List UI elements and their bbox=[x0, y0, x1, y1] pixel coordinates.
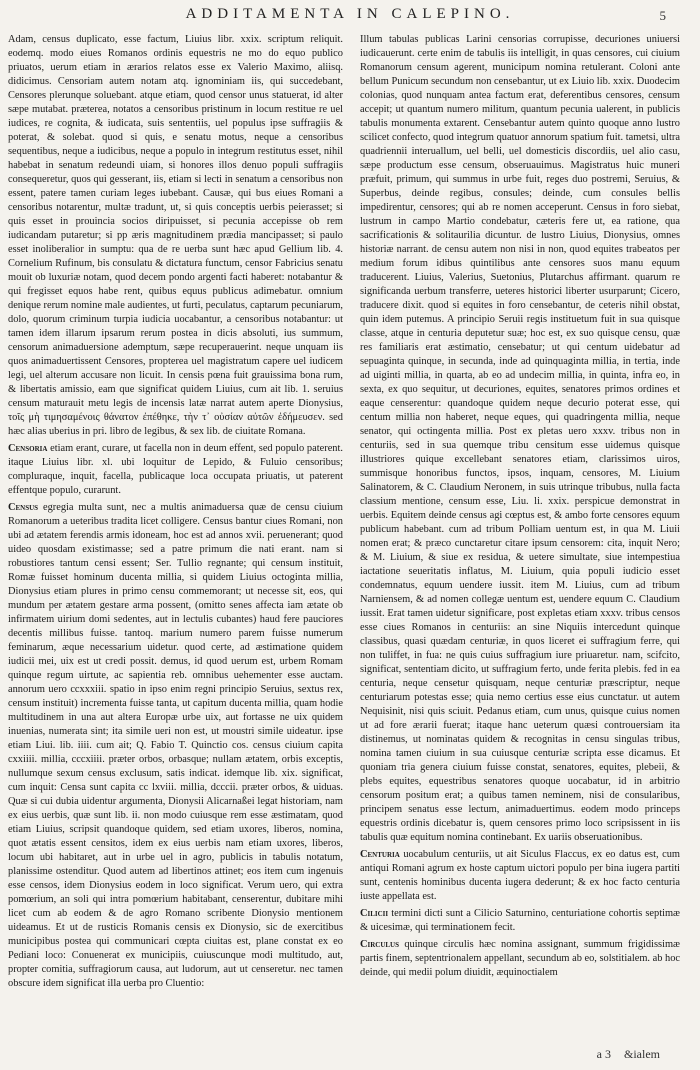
entry-headword: Census bbox=[8, 502, 39, 513]
entry-headword: Censoria bbox=[8, 443, 48, 454]
catchword: &ialem bbox=[624, 1047, 660, 1061]
paragraph-text: quinque circulis hæc nomina assignant, summum frigidissimæ partis finem, septentrionalem appellant, secundum ab eo, solstitialem. ab hoc deinde, qui medii polum diuidit, æquinoctialem bbox=[360, 939, 680, 978]
entry-headword: Centuria bbox=[360, 849, 400, 860]
paragraph bbox=[8, 501, 343, 991]
paragraph bbox=[360, 33, 680, 845]
running-title: ADDITAMENTA IN CALEPINO. bbox=[185, 6, 515, 22]
paragraph bbox=[360, 938, 680, 980]
paragraph bbox=[8, 442, 343, 498]
paragraph-text: etiam erant, curare, ut facella non in deum effent, sed populo paterent. itaque Liuius libr. xl. ubi loquitur de Lepido, & Fuluio censoribus; compluraque, inquit, facella, publicaque loca occupata priuatis, ut paterent effentque populo, curarunt. bbox=[8, 443, 343, 496]
paragraph bbox=[360, 907, 680, 935]
paragraph-text: Illum tabulas publicas Larini censorias corrupisse, decuriones uniuersi iudicauerunt. certe enim de tabulis iis intelligit, in quas censores, cui ciuium Romanorum censum agerent, municipum nomina retulerant. Coloni ante bellum Punicum secundum non censebantur, ut ex Liuio lib. xxix. Duodecim colonias, quod nunquam antea factum erat, deferentibus censores, censum accepit; ut quantum numero militum, quantum pecunia ualerent, in publicis tabulis monumenta extarent. Censebantur autem quinto quoque anno lustro scilicet confecto, quod integrum quatuor annorum spatium fuit. tametsi, ultra quadriennii interuallum, uel belli, uel domesticis discordiis, uel alio casu, sæpe productum esse censum, obseruauimus. Magistratus huic muneri præfuit, primum, qui summus in urbe fuit, reges duo postremi, Seruius, & Superbus, deinde regibus, consules; deinde, cum consules bellis impedirentur, censores; qui ab re nomen acceperunt. Census in foro siebat, lustrum in campo Martio condebatur, cæteris fere ut, ea ratione, qua sacrificationis & solitaurilia dicuntur. de lustro Liuius, Dionysius, omnes historiæ narrant. de censu autem non nisi in non, quod equites trabeatos per medium forum idibus quintilibus ante censores suos manu equum traducerent. Liuius, Valerius, Suetonius, Plutarchus affirmant. quarum re significanda uerbum transferre, ueteres historici liberter usurparunt; Cicero, traducere dixit. quod si equites in foro censebantur, de ceteris nihil obstat, quin idem putemus. A principio Seruii regis instituetum fuit in sua quisque classe, atque in centuria deputetur suæ; hoc est, ex suo quisque censu, quæ res familiaris erat æstimatio, censebatur; ut qui centum uidebatur ad sepuaginta quinque, in secunda, inde ad quinquaginta millia, in tertia, inde ad uiginti millia, in quarta, ab eo ad undecim millia, in quinta, infra eo, in sexta, ex quo sequitur, ut decuriones, equites, senatores primos ordines et eaque censerentur: quandoque quidem neque decurio poterat esse, qui centum millia non haberet, neque eques, qui quadringenta millia, neque senator, qui octingenta millia. Post ex pletas uero xxxv. tribus non in centuriis, sed in sua quemque tribu censitum esse uidemus quisque illustriores quique excellebant senatores etiam, clarissimos uiros, summisque honoribus functos, ipsos, inquam, censores, M. Liuium Salinatorem, & C. Claudium Neronem, in suis utrinque tribubus, nulla facta classium mentione, censum esse, Liu. li. xxix. perspicue demonstrat in uerbis. Equitem deinde census agi cœptus est, & ambo forte censores equum publicum habebant. cum ad tribum Polliam uentum est, in qua M. Liuii nomen erat; & præco cunctaretur citare ipsum censorem: cita, inquit Nero; & M. Liuium, & siue ex residua, & uetere simultate, siue intempestiua iactatione seueritatis inflatus, M. Liuium, quia populi iudicio esset condemnatus, equum uendere iussit. item M. Liuius, cum ad tribum Narniensem, & ad nomen collegæ uentum est, uendere equum C. Claudium iussit. Erat tamen uidetur significare, post expletas etiam xxxv. tribus censos esse ciues Romanos in centuriis: an sine Niquiis intercedunt quinque classibus, quasi quædam centuriæ, in quos liceret ei suffragium ferre, qui non tuliffet, in fua: ne quis cuius suffragium iure priuaretur. nam, scifcito, significat, sententiam dicito, ut suffragium ferto, unde ferita plebis. fed in ea centuria, neque censetur quisquam, neque centuriæ præscriptur, neque centuriarum potestas esse; quia nemo certius esse eius cunctatur. ut autem Nequisinit, nisi quis sciuit. Pedanus etiam, cum unus, quisque cuius nomen ut ad fore ærarii fuerat; itaque hanc ueterum quæsi controuersiam ita distinemus, ut nominatas quidem & recognitas in censu singulas tribus, nomina tamen ciuium in sua cuiusque centuriæ scripta esse dicamus. Et quoniam tria genera ciuium fuisse constat, senatores, equites, plebeii, & plebs equites, equestribus senatores quoque uocabatur, id in arbitrio censorum positum erat; a quibus tamen neminem, nisi de consularibus, principem senatus esse lectum, animaduertimus. eodem modo princeps equestris ordinis dicebatur is, quem censores primo loco scripsissent in iis tabulis quæ equitum nomina continebant. Ex uariis obseruationibus. bbox=[360, 34, 680, 843]
left-column bbox=[8, 33, 343, 1053]
paragraph-text: egregia multa sunt, nec a multis animaduersa quæ de censu ciuium Romanorum a ueteribus tradita licet colligere. Census bantur ciues Romani, non ubi ad ætatem ferendis armis idoneam, hoc est ad annos xvii. peruenerant; quod uideo quosdam existimasse; sed a patre primum die nati erant. nam si robustiores tantum censi essent; Ser. Tullio regnante; qui censum instituit, Romæ fuisset hominum ducenta millia, si quidem Liuius octoginta millia, Dionysius etiam plures in primo censu commemorant; ut necesse sit, eos, qui mundum per ætatem gestare arma possent, (omitto senes affecta iam ætate ob infirmatem uirium domi sedentes, aut in lectulis cubantes) haud fere pauciores decentis millibus fuisse. tantoq. marium numero parem fuisse numerum feminarum, æque necessarium uidetur. quod certe, ad æstimatione quidem iudicii mei, uix est ut credi possit. demus, id quod uerum est, urbem Romam quinque regum uirtute, ac sapientia reb. omnibus uehementer esse auctam. annorum uero ccxxxiii. spatio in ipso enim regni principio Seruius, sextus rex, censum instituit) incrementa fuisse tanta, ut capitum ducenta millia, quam hodie multitudinem in una aut altera Europæ urbe uix, aut fortasse ne uix quidem inuenias, numerata sint; ita simile ueri non est, ut moustri simile uideatur. ipse etiam Liui. lib. iiii. cum ait; Q. Fabio T. Quinctio cos. census ciuium capita cxxiiii. millia, cccxiiii. præter orbos, orbasque; nullam ætatem, orbis exceptis, nullumque sexum census exclusum, satis indicat. idemque lib. xix. significat, cum inquit: Censa sunt capita cc lxviii. millia, dcccii. præter orbos, & uiduas. Quæ si cui dubia uidentur argumenta, Dionysii Alicarnaßei legat historiam, nam ex eius uerbis, quæ sunt lib. ii. non modo cuiusque rem esse æstimatam, quod etiam Liuius, scripsit quandoque quidem, sed etiam uxores, liberos, nomina, quot ætatis essent censitos, idem ex eius uerbis nam etiam uxores, liberos, locum ubi habitaret, aut in urbe uel in agro, publicis in tabulis notatum, planissime ostenditur. Quod autem ad libertinos attinet; eos item cum ingenuis esse censos, idem Dionysius eodem in loco significat. Verum uero, qui extra pomœrium, an soli qui intra pomœrium habitabant, censerentur, dubitare mihi licet cum ab eodem & de agro Romano scribente Dionysio mentionem uideamus. Et ut de rusticis Romanis censis ex Dionysio, sic de exercitibus municipibus postea qui communicari cœpta ciuitas est, plane constat ex eo Pediani loco: Conuenerat ex municipiis, cuiuscunque modi multitudo, aut, propter comitia, suffragiorum causa, aut ludorum, aut ut censeretur. nec tamen obscure idem significat illa uerba pro Cluentio: bbox=[8, 502, 343, 989]
entry-headword: Cilicii bbox=[360, 908, 389, 919]
paragraph bbox=[8, 33, 343, 439]
paragraph-text: Adam, census duplicato, esse factum, Liuius libr. xxix. scriptum reliquit. eodemq. modo eiues Romanos ordinis equestris ne mo do equo publico priuatos, uerum etiam in ærarios relatos esse ex Valerio Maximo, aliisq. didicimus. Censoriam autem notam atq. ignominiam iis, qui succedebant, Censores plerunque soluebant. atque etiam, quod censor unus statuerat, id alter sæpe mutabat. præterea, notatos a censoribus pristinum in locum restitue re uel iudices, re cognita, & iudicata, suis sententiis, uel populus ipse suffragiis & poterat, & solebat. quod si quis, e senatu motus, neque a censoribus sequentibus, neque a iudicibus, neque a populo in integrum restitutus esset, nihil habebat in senatum redeundi uiam, si honores illos denuo populi suffragiis consequeretur, quos qui gesserant, iis, etiam si lecti in senatum a censoribus non essent, patere tamen curiam leges iubebant. Causæ, qui bus eiues Romani a censoribus notarentur, multæ tradunt, ut, si quis conceptis uerbis peierasset; si quis esset in prouincia socios diripuisset, si pecunia accepisse ob rem iudicandam putaretur; si pp æris magnitudinem prædia mancipasset; si paulo esset inoliberalior in sumptu: qua de re uerba sunt hæc apud Gellium lib. 4. Cornelium Rufinum, bis consulatu & dictatura functum, censor Fabricius senatu mouit ob luxuriæ notam, quod decem pondo argenti facti haberet: notabantur & qui fregisset equos habe rent, quibus equus publicus adimebatur. omnium denique rerum nomine male audientes, ut furti, peculatus, captarum pecuniarum, dolo, quorum criminum turpia iudicia uocabantur, a censoribus notabantur: ut tamen idem illarum ipsarum rerum postea in dicis absoluti, ius summum, censorum animaduersione ademptum, sæpe recuperauerint. neque unquam iis quos animaduertissent Censores, propterea uel magistratum capere uel iudicem legi, uel alterum accusare non licuit. In censis pœna fuit grauissima bona rum, & libertatis amissio, eam que significat quidem Liuius, cum ait lib. 1. seruius censum maturauit metu legis de incensis latæ narrat autem aperte Dionysius, τοῖς μὴ τιμησαμένοις θάνατον ἐπέθηκε, τὴν τ᾽ οὐσίαν αὐτῶν ἐδήμευσεν. sed hæc alias uberius in pri. libro de legibus, & sex lib. de ciuitate Romana. bbox=[8, 34, 343, 437]
entry-headword: Circulus bbox=[360, 939, 400, 950]
right-column bbox=[360, 33, 680, 1043]
folio-number: 5 bbox=[659, 8, 666, 23]
signature-mark: a 3 bbox=[596, 1047, 611, 1061]
paragraph-text: uocabulum centuriis, ut ait Siculus Flaccus, ex eo datus est, cum antiqui Romani agrum ex hoste captum uictori populo per bina iugera partiti sunt, centenis hominibus ducenta iugera dederunt; & ex hoc facto centuria iuste appellata est. bbox=[360, 849, 680, 902]
paragraph bbox=[360, 848, 680, 904]
paragraph-text: termini dicti sunt a Cilicio Saturnino, centuriatione cohortis septimæ & uicesimæ, qui terminationem fecit. bbox=[360, 908, 680, 933]
page-footer bbox=[587, 1047, 660, 1062]
